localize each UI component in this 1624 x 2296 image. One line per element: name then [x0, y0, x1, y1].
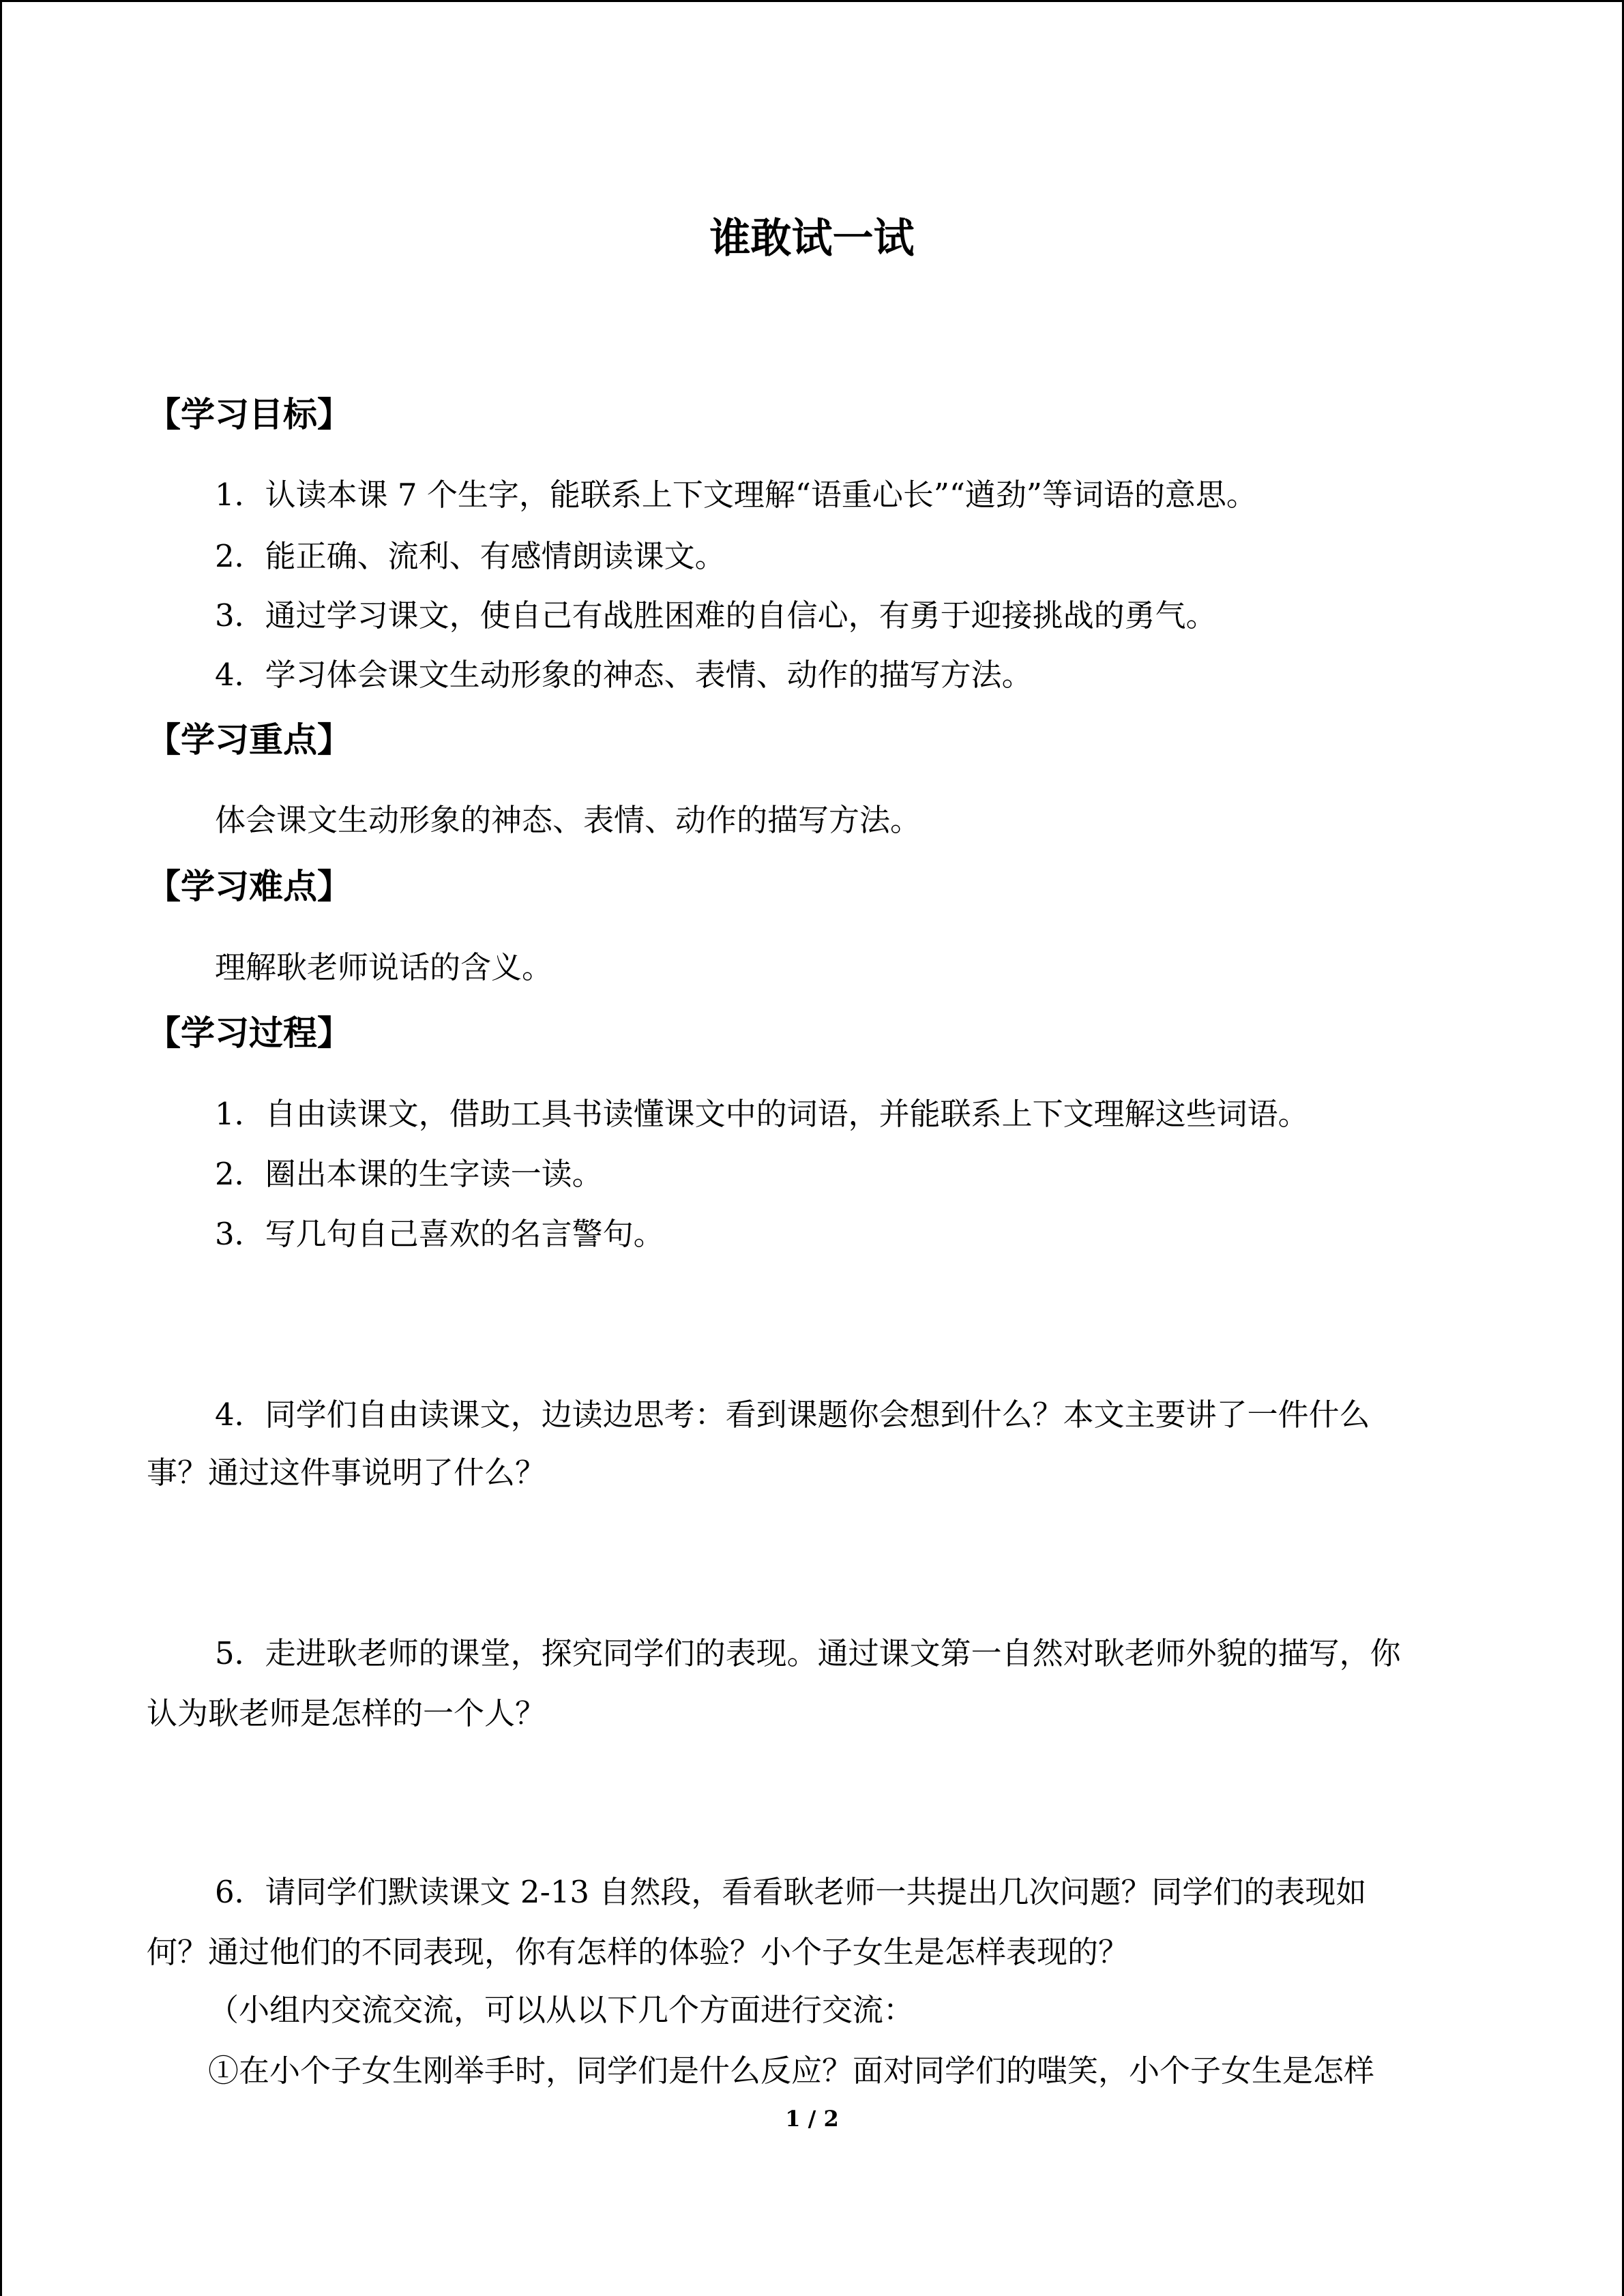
key-points-text: 体会课文生动形象的神态、表情、动作的描写方法。 [215, 802, 921, 838]
question-4-line-1: 4．同学们自由读课文，边读边思考：看到课题你会想到什么？本文主要讲了一件什么 [215, 1397, 1370, 1433]
page-border-left [0, 0, 2, 2296]
heading-difficulties: 【学习难点】 [147, 867, 351, 906]
heading-process: 【学习过程】 [147, 1013, 351, 1053]
question-5-line-1: 5．走进耿老师的课堂，探究同学们的表现。通过课文第一自然对耿老师外貌的描写，你 [215, 1635, 1401, 1671]
page-border-top [0, 0, 1624, 2]
question-6-line-2: 何？通过他们的不同表现，你有怎样的体验？小个子女生是怎样表现的？ [147, 1934, 1130, 1970]
process-item-2: 2．圈出本课的生字读一读。 [215, 1156, 603, 1192]
question-4-line-2: 事？通过这件事说明了什么？ [147, 1455, 546, 1491]
page-title: 谁敢试一试 [709, 215, 915, 263]
heading-objectives: 【学习目标】 [147, 395, 351, 434]
process-item-1: 1．自由读课文，借助工具书读懂课文中的词语，并能联系上下文理解这些词语。 [215, 1096, 1309, 1132]
process-item-3: 3．写几句自己喜欢的名言警句。 [215, 1216, 664, 1252]
heading-key-points: 【学习重点】 [147, 720, 351, 760]
objective-item-2: 2．能正确、流利、有感情朗读课文。 [215, 538, 726, 574]
question-6-line-1: 6．请同学们默读课文 2-13 自然段，看看耿老师一共提出几次问题？同学们的表现如 [215, 1874, 1367, 1910]
question-6-line-4: ①在小个子女生刚举手时，同学们是什么反应？面对同学们的嗤笑，小个子女生是怎样 [208, 2053, 1375, 2089]
difficulties-text: 理解耿老师说话的含义。 [215, 949, 553, 985]
objective-item-3: 3．通过学习课文，使自己有战胜困难的自信心，有勇于迎接挑战的勇气。 [215, 597, 1217, 633]
objective-item-4: 4．学习体会课文生动形象的神态、表情、动作的描写方法。 [215, 657, 1033, 693]
question-6-line-3: （小组内交流交流，可以从以下几个方面进行交流： [208, 1992, 915, 2028]
page-number: 1 / 2 [785, 2106, 839, 2132]
question-5-line-2: 认为耿老师是怎样的一个人？ [147, 1695, 546, 1731]
objective-item-1: 1．认读本课 7 个生字，能联系上下文理解“语重心长”“遒劲”等词语的意思。 [215, 477, 1257, 513]
